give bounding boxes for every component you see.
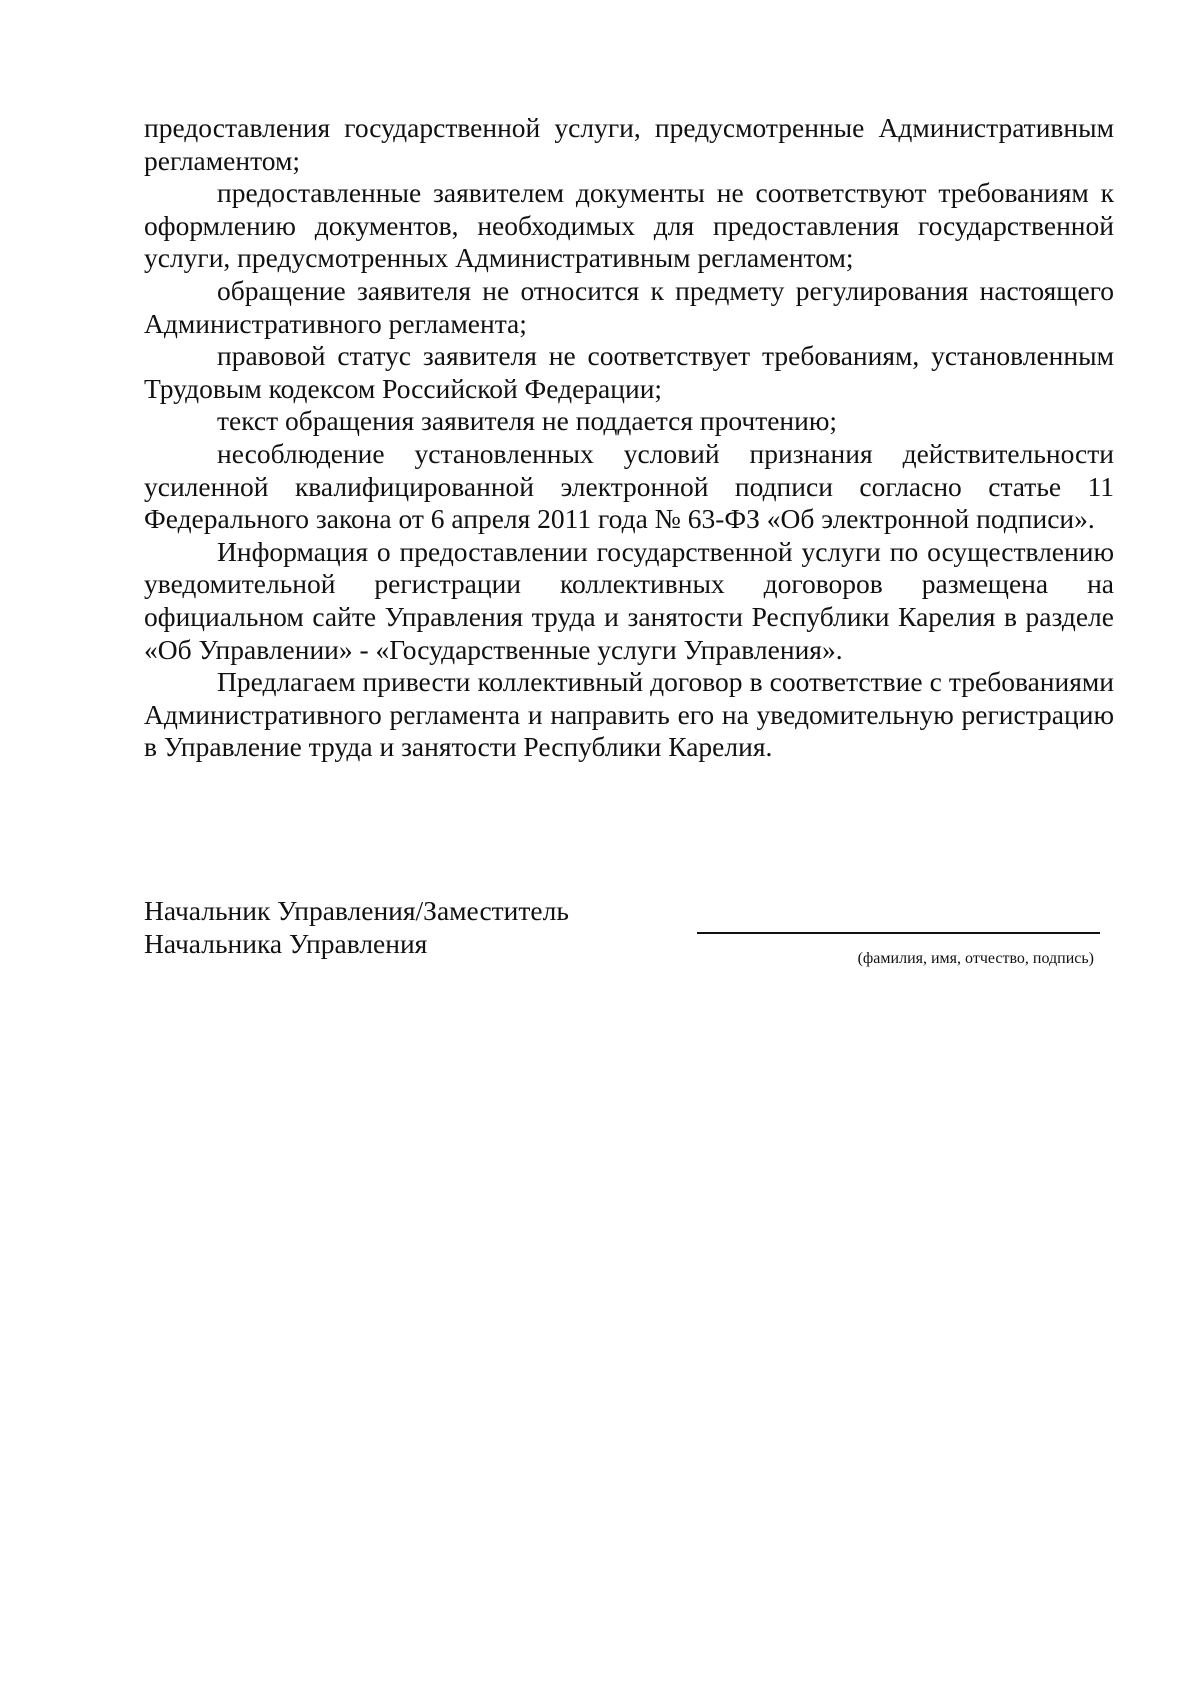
document-body (144, 112, 1114, 764)
signatory-position-line-1: Начальник Управления/Заместитель (144, 895, 569, 926)
paragraph-proposal: Предлагаем привести коллективный договор в соответствие с требованиями Административного регламента и направить его на уведомительную регистрацию в Управление труда и занятости Республики Карелия. (144, 666, 1114, 763)
signatory-position-line-2: Начальника Управления (144, 927, 428, 959)
paragraph-electronic-signature: несоблюдение установленных условий признания действительности усиленной квалифицированной электронной подписи согласно статье 11 Федерального закона от 6 апреля 2011 года № 63-ФЗ «Об электронной подписи». (144, 437, 1114, 535)
signatory-position (144, 895, 569, 960)
paragraph-service-information: Информация о предоставлении государственной услуги по осуществлению уведомительной регистрации коллективных договоров размещена на официальном сайте Управления труда и занятости Республики Карелия в разделе «Об Управлении» - «Государственные услуги Управления». (144, 535, 1114, 665)
paragraph-subject-mismatch: обращение заявителя не относится к предмету регулирования настоящего Административного регламента; (144, 274, 1114, 339)
signature-line (697, 932, 1100, 934)
paragraph-legal-status: правовой статус заявителя не соответствует требованиям, установленным Трудовым кодексом Российской Федерации; (144, 340, 1114, 404)
signature-caption: (фамилия, имя, отчество, подпись) (857, 950, 1094, 967)
paragraph-documents-noncompliant: предоставленные заявителем документы не соответствуют требованиям к оформлению документов, необходимых для предоставления государственной услуги, предусмотренных Административным регламентом; (144, 177, 1114, 274)
paragraph-grounds-continued: предоставления государственной услуги, предусмотренные Административным регламентом; (144, 112, 1114, 176)
paragraph-unreadable-text: текст обращения заявителя не поддается прочтению; (217, 405, 838, 437)
